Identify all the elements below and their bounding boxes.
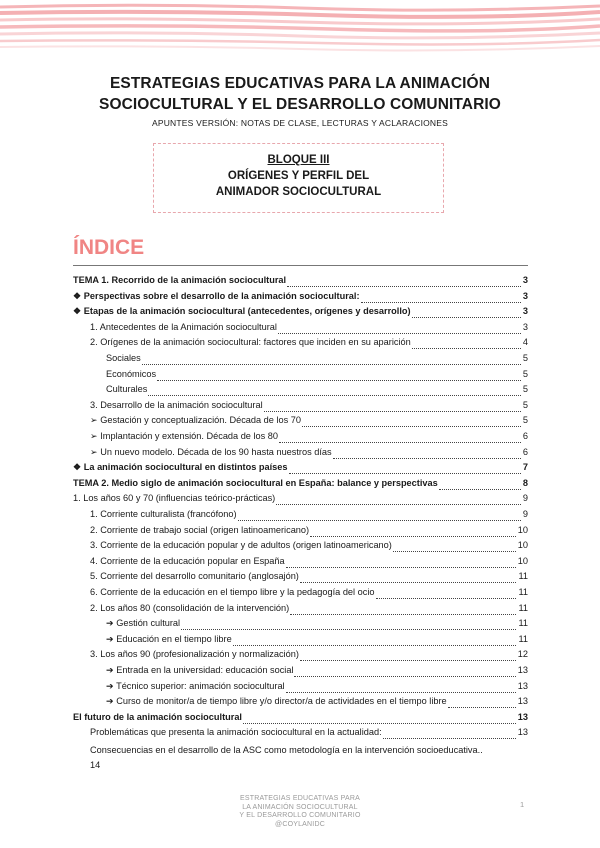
toc-entry-label: ➔ Entrada en la universidad: educación social (106, 665, 294, 675)
toc-entry-label: TEMA 2. Medio siglo de animación sociocultural en España: balance y perspectivas (73, 477, 438, 488)
toc-dot-leader (412, 347, 521, 349)
title-line-1: ESTRATEGIAS EDUCATIVAS PARA LA ANIMACIÓN (109, 75, 491, 92)
toc-entry[interactable] (106, 681, 528, 696)
toc-entry-page: 5 (522, 399, 528, 410)
index-heading: ÍNDICE (73, 236, 145, 259)
toc-entry-page: 3 (522, 275, 528, 285)
toc-entry-label: 2. Corriente de trabajo social (origen latinoamericano) (90, 524, 310, 535)
toc-entry-label: ➔ Gestión cultural (106, 618, 181, 629)
toc-dot-leader (181, 628, 516, 630)
toc-dot-leader (264, 410, 521, 412)
toc-entry[interactable] (90, 525, 528, 540)
toc-entry-page: 9 (522, 509, 528, 519)
document-subtitle: APUNTES VERSIÓN: NOTAS DE CLASE, LECTURAS Y ACLARACIONES (151, 118, 449, 128)
toc-entry[interactable] (73, 291, 528, 306)
toc-entry-page: 12 (517, 649, 528, 660)
toc-entry-page: 5 (522, 415, 528, 426)
toc-entry[interactable] (90, 415, 528, 430)
toc-entry[interactable] (106, 384, 528, 399)
toc-entry[interactable] (90, 587, 528, 602)
toc-entry-label: 6. Corriente de la educación en el tiempo libre y la pedagogía del ocio (90, 587, 375, 597)
toc-entry-label: 2. Orígenes de la animación sociocultural: factores que inciden en su aparición (90, 337, 411, 348)
toc-entry[interactable] (73, 275, 528, 290)
toc-entry-label: Sociales (106, 353, 141, 363)
toc-entry[interactable] (106, 353, 528, 368)
block-label: BLOQUE III (267, 154, 330, 166)
toc-entry-page: 9 (522, 493, 528, 504)
toc-entry-label: El futuro de la animación sociocultural (73, 711, 242, 722)
toc-dot-leader (300, 659, 516, 661)
toc-dot-leader (278, 332, 521, 334)
toc-dot-leader (376, 597, 517, 599)
toc-dot-leader (412, 316, 521, 318)
footer-line-4: @COYLANIDC (275, 820, 325, 828)
toc-entry-page: 3 (522, 290, 528, 301)
toc-entry-page: 11 (518, 571, 528, 582)
toc-dot-leader (393, 550, 516, 552)
toc-entry-label: ❖ La animación sociocultural en distintos países (73, 462, 288, 473)
toc-entry[interactable] (73, 493, 528, 508)
toc-entry-page: 11 (518, 602, 528, 613)
toc-entry-page: 14 (90, 760, 101, 770)
toc-entry-page: 6 (522, 431, 528, 441)
footer-line-3: Y EL DESARROLLO COMUNITARIO (239, 812, 361, 819)
toc-entry-label: 3. Corriente de la educación popular y de adultos (origen latinoamericano) (90, 540, 392, 551)
toc-entry[interactable] (90, 337, 528, 352)
toc-entry[interactable] (73, 306, 528, 321)
toc-entry[interactable] (90, 509, 528, 524)
block-heading-box (153, 143, 444, 213)
toc-dot-leader (287, 285, 521, 287)
toc-entry-page: 5 (522, 368, 528, 379)
toc-entry[interactable] (73, 712, 528, 727)
toc-dot-leader (148, 394, 521, 396)
toc-entry[interactable] (90, 447, 528, 462)
toc-entry-label: ➢ Un nuevo modelo. Década de los 90 hasta nuestros días (90, 446, 332, 457)
toc-dot-leader (243, 722, 516, 724)
toc-entry-label: Problemáticas que presenta la animación sociocultural en la actualidad: (90, 727, 382, 738)
toc-entry[interactable] (90, 556, 528, 571)
toc-entry-label: ❖ Etapas de la animación sociocultural (antecedentes, orígenes y desarrollo) (73, 306, 411, 317)
toc-entry-label: 5. Corriente del desarrollo comunitario (anglosajón) (90, 571, 299, 582)
page-number: 1 (520, 800, 525, 809)
decorative-header-stripes (0, 0, 600, 55)
toc-entry-page: 11 (518, 618, 528, 629)
toc-entry[interactable] (90, 540, 528, 555)
toc-dot-leader (448, 706, 516, 708)
toc-dot-leader (276, 503, 521, 505)
toc-entry-label: Económicos (106, 368, 157, 379)
toc-entry-label: 1. Los años 60 y 70 (influencias teórico-prácticas) (73, 493, 276, 504)
toc-entry[interactable] (106, 618, 528, 633)
toc-entry-label: TEMA 1. Recorrido de la animación sociocultural (73, 275, 287, 285)
toc-entry-label: 1. Corriente culturalista (francófono) (90, 509, 237, 519)
toc-entry[interactable] (106, 634, 528, 649)
toc-entry-page: 11 (518, 633, 528, 644)
toc-dot-leader (361, 301, 521, 303)
toc-entry-label: ➔ Educación en el tiempo libre (106, 633, 232, 644)
toc-entry-page: 3 (522, 321, 528, 332)
toc-dot-leader (439, 488, 521, 490)
index-divider (73, 265, 528, 266)
toc-entry[interactable] (106, 665, 528, 680)
toc-entry[interactable] (90, 571, 528, 586)
toc-entry[interactable] (90, 322, 528, 337)
toc-entry-label: ➔ Técnico superior: animación sociocultural (106, 680, 285, 691)
title-line-2: SOCIOCULTURAL Y EL DESARROLLO COMUNITARIO (99, 96, 501, 113)
toc-entry-label: 3. Desarrollo de la animación sociocultural (90, 399, 263, 410)
toc-entry-label: Consecuencias en el desarrollo de la ASC como metodología en la intervención socioeducativa.. (90, 745, 483, 755)
toc-entry-label: 1. Antecedentes de la Animación sociocultural (90, 321, 277, 332)
toc-entry-label: 3. Los años 90 (profesionalización y normalización) (90, 649, 299, 660)
toc-entry-page: 13 (517, 665, 528, 675)
toc-dot-leader (238, 519, 521, 521)
document-title (40, 73, 560, 115)
block-title-line-1: ORÍGENES Y PERFIL DEL (227, 170, 370, 182)
toc-entry[interactable] (73, 478, 528, 493)
toc-entry-page: 3 (522, 306, 528, 317)
toc-dot-leader (286, 566, 516, 568)
toc-dot-leader (157, 379, 521, 381)
toc-entry-page: 5 (522, 353, 528, 363)
toc-entry[interactable] (73, 462, 528, 477)
toc-entry-label: 2. Los años 80 (consolidación de la intervención) (90, 602, 290, 613)
toc-entry-page: 7 (522, 462, 528, 473)
page-footer (200, 795, 400, 829)
toc-entry[interactable] (106, 369, 528, 384)
footer-line-1: ESTRATEGIAS EDUCATIVAS PARA (239, 795, 360, 802)
toc-entry-page: 13 (517, 696, 528, 707)
toc-entry[interactable] (90, 743, 528, 773)
toc-entry-page: 10 (517, 540, 528, 551)
toc-entry-page: 13 (517, 727, 528, 738)
toc-entry[interactable] (90, 649, 528, 664)
toc-entry[interactable] (90, 603, 528, 618)
toc-dot-leader (290, 613, 516, 615)
toc-dot-leader (300, 581, 517, 583)
toc-entry-page: 4 (522, 337, 528, 348)
toc-entry[interactable] (90, 431, 528, 446)
toc-entry-page: 5 (522, 384, 528, 395)
toc-dot-leader (383, 737, 516, 739)
toc-dot-leader (279, 441, 521, 443)
toc-entry-label: 4. Corriente de la educación popular en España (90, 555, 285, 566)
toc-entry-page: 8 (522, 477, 528, 488)
toc-entry-page: 10 (517, 555, 528, 566)
toc-dot-leader (333, 457, 521, 459)
toc-dot-leader (289, 472, 521, 474)
toc-entry-label: ❖ Perspectivas sobre el desarrollo de la animación sociocultural: (73, 290, 360, 301)
toc-dot-leader (302, 425, 521, 427)
toc-entry-page: 13 (517, 680, 528, 691)
toc-entry-label: Culturales (106, 384, 148, 395)
toc-entry-label: ➔ Curso de monitor/a de tiempo libre y/o director/a de actividades en el tiempo libre (106, 696, 447, 707)
toc-dot-leader (233, 644, 517, 646)
toc-dot-leader (310, 535, 516, 537)
toc-dot-leader (142, 363, 521, 365)
block-title-line-2: ANIMADOR SOCIOCULTURAL (215, 186, 382, 198)
toc-entry[interactable] (90, 727, 528, 742)
toc-entry[interactable] (90, 400, 528, 415)
toc-entry-page: 11 (518, 587, 528, 597)
toc-dot-leader (294, 675, 515, 677)
toc-dot-leader (286, 691, 516, 693)
toc-entry-label: ➢ Implantación y extensión. Década de los 80 (90, 431, 278, 441)
toc-entry-label: ➢ Gestación y conceptualización. Década de los 70 (90, 415, 301, 426)
toc-entry-page: 6 (522, 446, 528, 457)
toc-entry[interactable] (106, 696, 528, 711)
footer-line-2: LA ANIMACIÓN SOCIOCULTURAL (242, 803, 358, 811)
toc-entry-page: 13 (517, 711, 528, 722)
toc-entry-page: 10 (517, 524, 528, 535)
